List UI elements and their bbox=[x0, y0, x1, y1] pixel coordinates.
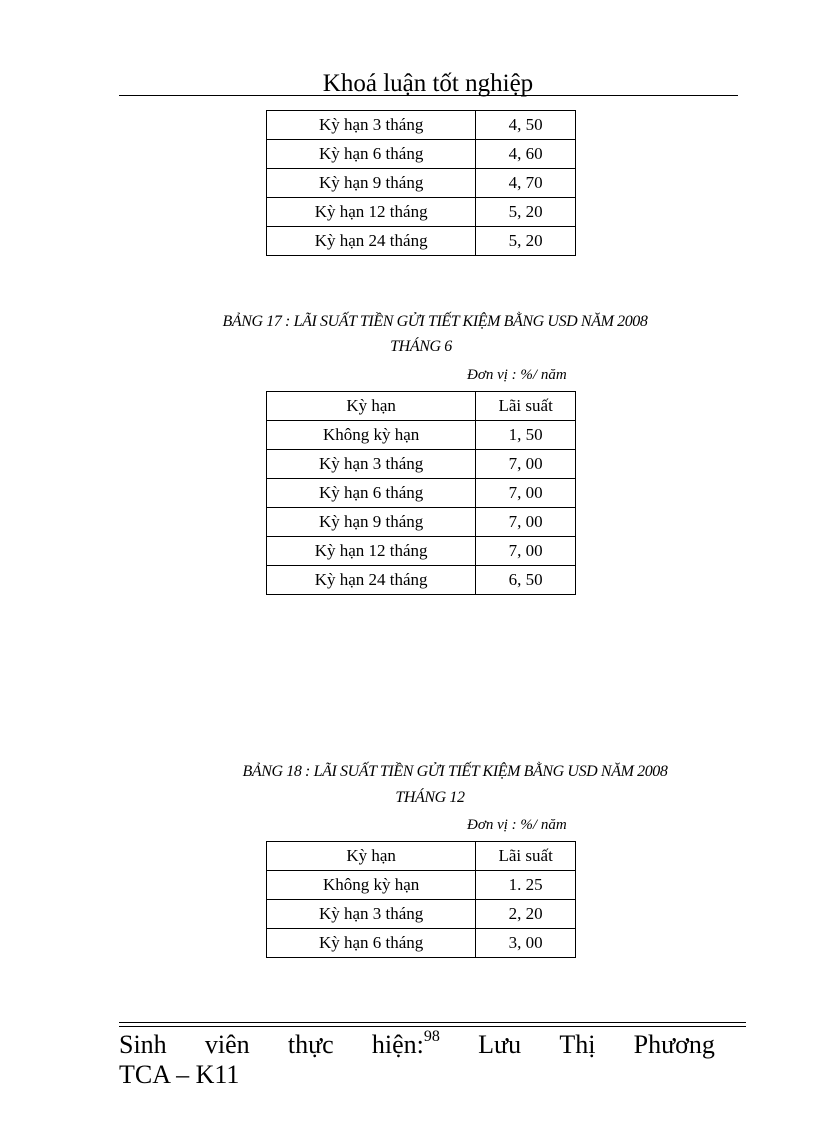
page-number: 98 bbox=[423, 1028, 440, 1045]
table-row bbox=[267, 508, 576, 537]
footer-class-line: TCA – K11 bbox=[119, 1060, 240, 1089]
rate-cell: 4, 60 bbox=[476, 140, 576, 169]
table-row bbox=[267, 421, 576, 450]
rate-cell: 7, 00 bbox=[476, 537, 576, 566]
rate-cell: 5, 20 bbox=[476, 198, 576, 227]
table-row bbox=[267, 479, 576, 508]
rate-cell: 6, 50 bbox=[476, 566, 576, 595]
footer-word: viên bbox=[204, 1030, 250, 1059]
footer-word: Sinh bbox=[119, 1030, 167, 1059]
table-header-row bbox=[267, 392, 576, 421]
footer-word: hiện: bbox=[371, 1030, 424, 1059]
rate-cell: 7, 00 bbox=[476, 479, 576, 508]
footer-rule-top bbox=[119, 1022, 746, 1023]
rate-cell: 7, 00 bbox=[476, 450, 576, 479]
term-cell: Kỳ hạn 9 tháng bbox=[267, 508, 476, 537]
term-cell: Kỳ hạn 12 tháng bbox=[267, 537, 476, 566]
rate-cell: 3, 00 bbox=[476, 929, 576, 958]
term-cell: Kỳ hạn 6 tháng bbox=[267, 140, 476, 169]
rate-table-17 bbox=[266, 391, 576, 595]
term-cell: Kỳ hạn 24 tháng bbox=[267, 566, 476, 595]
table-row bbox=[267, 450, 576, 479]
footer-rule-bottom bbox=[119, 1026, 746, 1027]
term-cell: Không kỳ hạn bbox=[267, 421, 476, 450]
rate-cell: 2, 20 bbox=[476, 900, 576, 929]
term-cell: Kỳ hạn 3 tháng bbox=[267, 900, 476, 929]
rate-table-18 bbox=[266, 841, 576, 958]
table-row bbox=[267, 198, 576, 227]
term-cell: Kỳ hạn 6 tháng bbox=[267, 479, 476, 508]
table-row bbox=[267, 929, 576, 958]
footer-author-line bbox=[119, 1030, 715, 1060]
term-cell: Kỳ hạn 6 tháng bbox=[267, 929, 476, 958]
column-header-term: Kỳ hạn bbox=[267, 392, 476, 421]
rate-cell: 7, 00 bbox=[476, 508, 576, 537]
table-row bbox=[267, 566, 576, 595]
footer-word-with-page bbox=[372, 1030, 440, 1060]
rate-cell: 1, 50 bbox=[476, 421, 576, 450]
column-header-rate: Lãi suất bbox=[476, 842, 576, 871]
term-cell: Không kỳ hạn bbox=[267, 871, 476, 900]
rate-table-continued bbox=[266, 110, 576, 256]
rate-cell: 1. 25 bbox=[476, 871, 576, 900]
table18-caption-month: THÁNG 12 bbox=[395, 789, 465, 806]
term-cell: Kỳ hạn 12 tháng bbox=[267, 198, 476, 227]
table17-caption-month: THÁNG 6 bbox=[390, 338, 452, 355]
footer-word: Lưu bbox=[478, 1030, 522, 1059]
table-row bbox=[267, 537, 576, 566]
term-cell: Kỳ hạn 24 tháng bbox=[267, 227, 476, 256]
footer-word: thực bbox=[287, 1030, 334, 1059]
term-cell: Kỳ hạn 3 tháng bbox=[267, 450, 476, 479]
table-row bbox=[267, 227, 576, 256]
header-rule bbox=[119, 95, 738, 96]
table17-caption: BẢNG 17 : LÃI SUẤT TIỀN GỬI TIẾT KIỆM BẰNG USD NĂM 2008 bbox=[222, 313, 648, 330]
table-header-row bbox=[267, 842, 576, 871]
table18-unit: Đơn vị : %/ năm bbox=[467, 817, 567, 833]
term-cell: Kỳ hạn 3 tháng bbox=[267, 111, 476, 140]
table17-unit: Đơn vị : %/ năm bbox=[467, 367, 567, 383]
rate-cell: 5, 20 bbox=[476, 227, 576, 256]
footer-word: Phương bbox=[633, 1030, 715, 1059]
rate-cell: 4, 50 bbox=[476, 111, 576, 140]
term-cell: Kỳ hạn 9 tháng bbox=[267, 169, 476, 198]
column-header-rate: Lãi suất bbox=[476, 392, 576, 421]
footer-word: Thị bbox=[559, 1030, 596, 1059]
page-header-title: Khoá luận tốt nghiệp bbox=[322, 70, 534, 97]
table-row bbox=[267, 140, 576, 169]
table-row bbox=[267, 871, 576, 900]
table-row bbox=[267, 169, 576, 198]
table-row bbox=[267, 111, 576, 140]
table-row bbox=[267, 900, 576, 929]
table18-caption: BẢNG 18 : LÃI SUẤT TIỀN GỬI TIẾT KIỆM BẰNG USD NĂM 2008 bbox=[242, 763, 668, 780]
column-header-term: Kỳ hạn bbox=[267, 842, 476, 871]
rate-cell: 4, 70 bbox=[476, 169, 576, 198]
